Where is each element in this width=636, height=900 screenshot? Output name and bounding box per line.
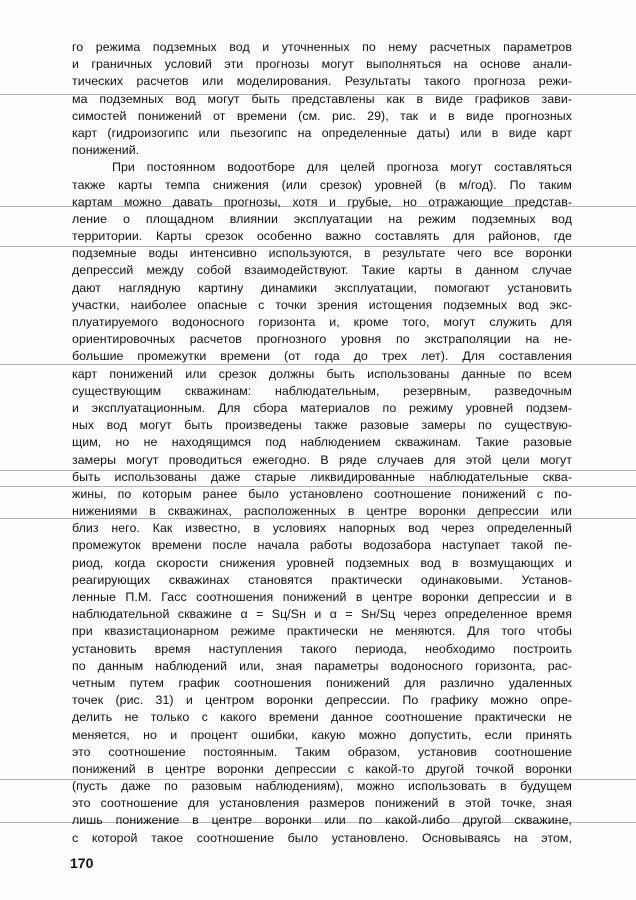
text-line: замеры могут проводиться ежегодно. В ряде случаев для этой цели могут — [72, 452, 572, 467]
text-line: также карты темпа снижения (или срезок) уровней (в м/год). По таким — [72, 177, 572, 192]
text-line: промежуток времени после начала работы водозабора наступает такой пе- — [72, 538, 572, 553]
text-line: жины, по которым ранее было установлено соотношение понижений с по- — [72, 486, 572, 501]
text-line: ление о площадном влиянии эксплуатации на режим подземных вод — [72, 211, 572, 226]
text-line: меняется, но и процент ошибки, какую можно допустить, если принять — [72, 727, 572, 742]
text-line: при квазистационарном режиме практически не меняются. Для того чтобы — [72, 624, 572, 639]
text-line: существующим скважинам: наблюдательным, резервным, разведочным — [72, 383, 572, 398]
text-line: нижениями в скважинах, расположенных в центре воронки депрессии или — [72, 504, 572, 519]
text-line: риод, когда скорости снижения уровней подземных вод в возмущающих и — [72, 555, 572, 570]
text-line: картам можно давать прогнозы, хотя и грубые, но отражающие представ- — [72, 194, 572, 209]
text-line: ма подземных вод могут быть представлены как в виде графиков зави- — [72, 91, 572, 106]
text-line: симостей понижений от времени (см. рис. 29), так и в виде прогнозных — [72, 108, 572, 123]
text-line: плуатируемого водоносного горизонта и, кроме того, могут служить для — [72, 315, 572, 329]
text-line: близ него. Как известно, в условиях напорных вод через определенный — [72, 521, 572, 536]
text-line: это соотношение постоянным. Таким образом, установив соотношение — [72, 744, 572, 759]
text-line: установить время наступления такого периода, необходимо построить — [72, 641, 572, 656]
text-line: с которой такое соотношение было установлено. Основываясь на этом, — [72, 830, 572, 845]
text-line: дают наглядную картину динамики эксплуатации, помогают установить — [72, 280, 572, 295]
text-line: понижений. — [72, 143, 140, 158]
text-line: го режима подземных вод и уточненных по нему расчетных параметров — [72, 40, 572, 54]
text-line: лишь понижение в центре воронки или по какой-либо другой скважине, — [72, 813, 572, 828]
text-line: ориентировочных расчетов прогнозного уровня по экстраполяции на не- — [72, 332, 572, 347]
text-line: реагирующих скважинах становятся практически одинаковыми. Установ- — [72, 572, 572, 587]
text-line: карт (гидроизогипс или пьезогипс на определенные даты) или в виде карт — [72, 125, 572, 140]
text-line: (пусть даже по разовым наблюдениям), можно использовать в будущем — [72, 779, 572, 794]
text-line: щим, но не находящимся под наблюдением скважинам. Такие разовые — [72, 435, 572, 450]
text-line: наблюдательной скважине α = Sц/Sн и α = Sн/Sц через определенное время — [72, 607, 572, 622]
text-line: ленные П.М. Гасс соотношения понижений в центре воронки депрессии и в — [72, 590, 572, 604]
text-line: понижений в центре воронки депрессии с какой-то другой точкой воронки — [72, 761, 572, 776]
body-text — [72, 39, 572, 847]
text-line: точек (рис. 31) и центром воронки депрессии. По графику можно опре- — [72, 693, 572, 708]
text-line: тических расчетов или моделирования. Результаты такого прогноза режи- — [72, 74, 572, 89]
text-line: карт понижений или срезок должны быть использованы данные по всем — [72, 366, 572, 381]
text-line: территории. Карты срезок особенно важно составлять для районов, где — [72, 229, 572, 244]
text-line: и граничных условий эти прогнозы могут выполняться на основе анали- — [72, 57, 572, 72]
text-line: и эксплуатационным. Для сбора материалов по режиму уровней подзем- — [72, 400, 572, 415]
text-line: по данным наблюдений или, зная параметры водоносного горизонта, рас- — [72, 658, 572, 673]
text-line: это соотношение для установления размеров понижений в этой точке, зная — [72, 796, 572, 811]
text-line: участки, наиболее опасные с точки зрения истощения подземных вод экс- — [72, 297, 572, 312]
text-line: быть использованы даже старые ликвидированные наблюдательные сква- — [72, 469, 572, 484]
text-line: делить не только с какого времени данное соотношение практически не — [72, 710, 572, 725]
page-number: 170 — [70, 855, 94, 871]
text-line: большие промежутки времени (от года до трех лет). Для составления — [72, 349, 572, 364]
text-line: При постоянном водоотборе для целей прогноза могут составляться — [112, 160, 572, 175]
text-line: ных вод могут быть произведены также разовые замеры по существую- — [72, 418, 572, 433]
text-line: подземные воды интенсивно используются, в результате чего все воронки — [72, 246, 572, 261]
text-line: четным путем график соотношения понижений для различно удаленных — [72, 675, 572, 690]
text-line: депрессий между собой взаимодействуют. Такие карты в данном случае — [72, 263, 572, 278]
